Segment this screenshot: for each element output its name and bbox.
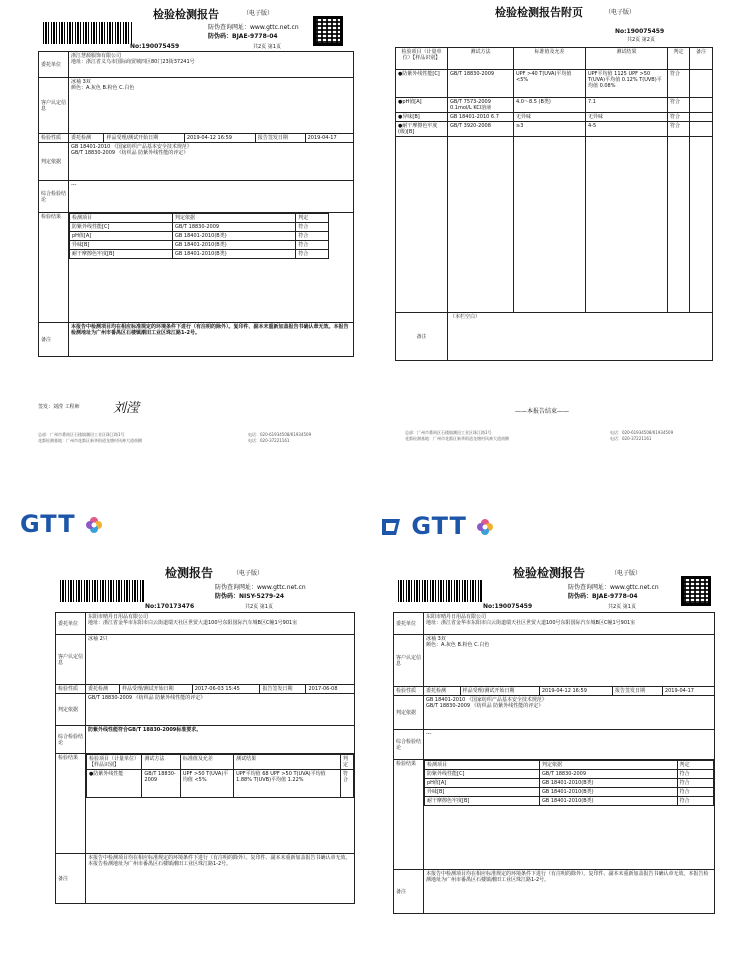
report-1-qr-code xyxy=(313,16,343,46)
res-head-item: 检测项目 xyxy=(70,214,173,223)
conclusion: --- xyxy=(69,181,354,213)
table-row xyxy=(396,70,713,98)
report-2-title: 检验检测报告附页 xyxy=(495,6,583,19)
footer-tel-2: 电话：020-37221161 xyxy=(248,438,290,443)
report-4 xyxy=(393,560,718,948)
table-row xyxy=(425,770,714,779)
report-1-query: 防伪查询网址：www.gttc.net.cn xyxy=(208,24,299,31)
issue-label: 报告签发日期 xyxy=(260,685,306,694)
head-result: 测试结果 xyxy=(586,48,668,70)
cell xyxy=(690,122,713,137)
cell xyxy=(690,113,713,122)
footer-tel-1: 电话：020-61934508/61934509 xyxy=(610,430,674,435)
check-type-label: 检验性质 xyxy=(394,687,424,696)
cell: 防紫外线性能[C] xyxy=(70,223,173,232)
table-row xyxy=(87,770,354,798)
sample-colors: 颜色：A.灰色 B.粉色 C.白色 xyxy=(71,85,135,91)
table-row xyxy=(396,122,713,137)
remark-label: 备注 xyxy=(394,870,424,914)
res-head-judge: 判定 xyxy=(340,755,353,770)
cell: GB/T 18830-2009 xyxy=(448,70,514,98)
recv-date: 2019-04-12 16:59 xyxy=(539,687,612,696)
cell: pH值[A] xyxy=(70,232,173,241)
results-label: 检验结果 xyxy=(39,213,69,323)
report-4-query: 防伪查询网址：www.gttc.net.cn xyxy=(568,584,659,591)
report-3-pages: 共2页 第1页 xyxy=(245,604,273,610)
remark-label: 备注 xyxy=(396,313,448,361)
basis-label: 判定依据 xyxy=(39,143,69,181)
check-type: 委托检测 xyxy=(69,134,104,143)
cell: 符合 xyxy=(296,250,329,259)
basis-1: GB 18401-2010 《国家纺织产品基本安全技术规范》 xyxy=(71,144,192,150)
table-row xyxy=(70,250,329,259)
cell: ≥3 xyxy=(514,122,586,137)
res-head-basis: 判定依据 xyxy=(173,214,296,223)
report-2-pages: 共2页 第2页 xyxy=(627,37,655,43)
gtt-logo-text: GTT xyxy=(411,512,467,540)
sample-name: 冰袖 2只 xyxy=(86,635,355,685)
table-row xyxy=(70,223,329,232)
report-2-no: No:190075459 xyxy=(615,28,665,35)
blank-note: （本栏空白） xyxy=(448,313,713,361)
recv-label: 样品受理/测试开始日期 xyxy=(104,134,184,143)
cell: pH值[A] xyxy=(425,779,540,788)
basis-1: GB 18401-2010 《国家纺织产品基本安全技术规范》 xyxy=(426,697,547,703)
report-1-barcode xyxy=(43,22,133,44)
cell: 4-5 xyxy=(586,122,668,137)
cell: UPF平均值 68 UPF >50 T(UVA)平均值 1.88% T(UVB)平均值 1.22% xyxy=(234,770,341,798)
cell: 7.1 xyxy=(586,98,668,113)
res-head-method: 测试方法 xyxy=(142,755,180,770)
cell: GB 18401-2010(B类) xyxy=(539,788,677,797)
report-3 xyxy=(55,560,360,945)
results-table xyxy=(424,760,714,806)
report-1-ebook: （电子版） xyxy=(243,10,274,17)
report-1-code: 防伪码：BJAE-9778-04 xyxy=(208,33,278,40)
cell: GB 18401-2010(B类) xyxy=(173,241,296,250)
cell: 防紫外线性能[C] xyxy=(425,770,540,779)
head-item: 检验项目（计量单位）【样品识别】 xyxy=(396,48,448,70)
recv-date: 2019-04-12 16:59 xyxy=(184,134,255,143)
cell xyxy=(690,70,713,98)
remark-label: 备注 xyxy=(56,854,86,904)
table-row xyxy=(70,232,329,241)
cell: UPF平均值 1125 UPF >50 T(UVA)平均值 0.12% T(UVB)平均值 0.08% xyxy=(586,70,668,98)
cell: 异味[B] xyxy=(425,788,540,797)
report-1-pages: 共2页 第1页 xyxy=(253,44,281,50)
gtt-logo-right xyxy=(380,512,494,540)
cell: 符合 xyxy=(677,788,713,797)
report-1-no: No:190075459 xyxy=(130,43,180,50)
cell: ●耐干摩擦色牢度(级)[B] xyxy=(396,122,448,137)
report-2 xyxy=(395,4,715,444)
sample-label: 客户认定信息 xyxy=(56,635,86,685)
remark-text: 本报告中检测项目均在相应标准规定的环境条件下进行（有注明的除外）。复印件、副本未重新加盖报告书确认章无效。本报告检测地址为广州市番禺区石楼镇潮田工业区珠江路1-2号。 xyxy=(86,854,355,904)
head-standard: 标准值及允差 xyxy=(514,48,586,70)
report-1-title: 检验检测报告 xyxy=(153,8,219,21)
cell: 异味[B] xyxy=(70,241,173,250)
cell: 符合 xyxy=(668,122,690,137)
cell: GB/T 3920-2008 xyxy=(448,122,514,137)
table-row xyxy=(425,779,714,788)
res-head-result: 测试结果 xyxy=(234,755,341,770)
cell: UPF >40 T(UVA)平均值 <5% xyxy=(514,70,586,98)
report-4-code: 防伪码：BJAE-9778-04 xyxy=(568,593,638,600)
table-row xyxy=(396,113,713,122)
conclusion: --- xyxy=(424,730,715,760)
sample-label: 客户认定信息 xyxy=(39,78,69,134)
head-method: 测试方法 xyxy=(448,48,514,70)
report-3-table xyxy=(55,612,355,904)
footer-2: 花都检测基地：广州市花都区新华街道龙塘村风神大道南侧 xyxy=(38,438,142,443)
report-3-query: 防伪查询网址：www.gttc.net.cn xyxy=(215,584,306,591)
report-3-no: No:170173476 xyxy=(145,603,195,610)
basis-2: GB/T 18830-2009 《纺织品 防紫外线性能的评定》 xyxy=(71,150,189,156)
gtt-logo-text: GTT xyxy=(20,510,76,538)
report-4-title: 检验检测报告 xyxy=(513,566,586,580)
conclusion-label: 综合检验结论 xyxy=(56,726,86,754)
client-name: 浙江慧源服饰有限公司 xyxy=(71,53,122,59)
cell: GB 18401-2010(B类) xyxy=(173,250,296,259)
recv-date: 2017-06-03 15:45 xyxy=(192,685,260,694)
issue-label: 报告签发日期 xyxy=(255,134,305,143)
client-address: 地址：浙江省金华市东阳市白云街道瑞天社区世贸大道100号东阳国际汽车城B区C幢1号901室 xyxy=(88,620,298,626)
table-row xyxy=(396,98,713,113)
cell: 符合 xyxy=(668,113,690,122)
footer-1: 总部：广州市番禺区石楼镇潮田工业区珠江路1号 xyxy=(405,430,492,435)
report-4-qr-code xyxy=(681,576,711,606)
cell: 符合 xyxy=(296,241,329,250)
cell xyxy=(690,98,713,113)
footer-2: 花都检测基地：广州市花都区新华街道龙塘村风神大道南侧 xyxy=(405,436,509,441)
client-label: 委托单位 xyxy=(56,613,86,635)
sample-name: 冰袖 3双 xyxy=(71,79,91,85)
cell: 符合 xyxy=(668,70,690,98)
cell: UPF >50 T(UVA)平均值 <5% xyxy=(180,770,233,798)
cell: 4.0～8.5 (B类) xyxy=(514,98,586,113)
client-name: 东阳市晴丹日用品有限公司 xyxy=(426,614,487,620)
cell: GB/T 7573-2009 0.1mol/L KCl溶液 xyxy=(448,98,514,113)
sample-name: 冰袖 3双 xyxy=(426,636,446,642)
cell: 符合 xyxy=(668,98,690,113)
client-address: 地址：浙江省义乌市国际商贸城四区80门23街37241号 xyxy=(71,59,195,65)
sample-label: 客户认定信息 xyxy=(394,635,424,687)
report-2-ebook: （电子版） xyxy=(605,9,636,16)
basis-2: GB/T 18830-2009 《纺织品 防紫外线性能的评定》 xyxy=(426,703,544,709)
cell: GB 18401-2010(B类) xyxy=(539,797,677,806)
res-head-item: 检测项目 xyxy=(425,761,540,770)
basis-1: GB/T 18830-2009 《纺织品 防紫外线性能的评定》 xyxy=(86,694,355,726)
cell: ●防紫外线性能[C] xyxy=(396,70,448,98)
res-head-judge: 判定 xyxy=(296,214,329,223)
cell: GB 18401-2010 6.7 xyxy=(448,113,514,122)
remark-text: 本报告中检测项目均在相应标准规定的环境条件下进行（有注明的除外）。复印件、副本未重新加盖报告书确认章无效。本报告检测地址为广州市番禺区石楼镇潮田工业区珠江路1-2号。 xyxy=(69,323,354,357)
recv-label: 样品受理/测试开始日期 xyxy=(119,685,192,694)
report-4-barcode xyxy=(398,580,483,602)
results-label: 检验结果 xyxy=(394,760,424,870)
cell: 无异味 xyxy=(514,113,586,122)
results-table xyxy=(86,754,354,798)
report-1 xyxy=(38,4,360,444)
client-label: 委托单位 xyxy=(394,613,424,635)
appendix-table xyxy=(395,47,713,361)
issue-date: 2017-06-08 xyxy=(306,685,355,694)
client-label: 委托单位 xyxy=(39,52,69,78)
signature: 刘滢 xyxy=(113,401,140,416)
cell: GB/T 18830-2009 xyxy=(173,223,296,232)
remark-text: 本报告中检测项目均在相应标准规定的环境条件下进行（有注明的除外）。复印件、副本未重新加盖报告书确认章无效。本报告检测地址为广州市番禺区石楼镇潮田工业区珠江路1-2号。 xyxy=(424,870,715,914)
cell: 无异味 xyxy=(586,113,668,122)
cell: GB/T 18830-2009 xyxy=(142,770,180,798)
res-head-standard: 标准值及允差 xyxy=(180,755,233,770)
client-name: 东阳市晴丹日用品有限公司 xyxy=(88,614,149,620)
report-end: ——本报告结束—— xyxy=(515,408,570,415)
check-type-label: 检验性质 xyxy=(39,134,69,143)
table-row xyxy=(425,788,714,797)
conclusion-label: 综合检验结论 xyxy=(394,730,424,760)
basis-label: 判定依据 xyxy=(394,696,424,730)
cell: 耐干摩擦色牢度[B] xyxy=(70,250,173,259)
cell: 符合 xyxy=(677,779,713,788)
check-type: 委托检测 xyxy=(424,687,461,696)
cell: 符合 xyxy=(340,770,353,798)
cell: 符合 xyxy=(296,223,329,232)
cell: 符合 xyxy=(677,797,713,806)
report-3-ebook: （电子版） xyxy=(233,570,264,577)
issue-date: 2019-04-17 xyxy=(305,134,353,143)
footer-1: 总部：广州市番禺区石楼镇潮田工业区珠江路1号 xyxy=(38,432,125,437)
gtt-shield-icon xyxy=(380,517,402,537)
cell: ●pH值[A] xyxy=(396,98,448,113)
conclusion: 防紫外线性能符合GB/T 18830-2009标准要求。 xyxy=(86,726,355,754)
results-label: 检验结果 xyxy=(56,754,86,854)
res-head-item: 检验项目（计量单位）【样品识别】 xyxy=(87,755,142,770)
remark-label: 备注 xyxy=(39,323,69,357)
report-4-table xyxy=(393,612,715,914)
signer: 签发：刘滢 工程师 xyxy=(38,404,80,410)
issue-label: 报告签发日期 xyxy=(613,687,663,696)
cell: GB 18401-2010(B类) xyxy=(539,779,677,788)
table-row xyxy=(70,241,329,250)
cell: 耐干摩擦色牢度[B] xyxy=(425,797,540,806)
sample-colors: 颜色：A.灰色 B.粉色 C.白色 xyxy=(426,642,490,648)
results-table xyxy=(69,213,329,259)
check-type-label: 检验性质 xyxy=(56,685,86,694)
cell: GB/T 18830-2009 xyxy=(539,770,677,779)
head-judge: 判定 xyxy=(668,48,690,70)
issue-date: 2019-04-17 xyxy=(662,687,714,696)
footer-tel-2: 电话：020-37221161 xyxy=(610,436,652,441)
report-4-no: No:190075459 xyxy=(483,603,533,610)
basis-label: 判定依据 xyxy=(56,694,86,726)
cell: 符合 xyxy=(296,232,329,241)
check-type: 委托检测 xyxy=(86,685,120,694)
conclusion-label: 综合检验结论 xyxy=(39,181,69,213)
cell: ●异味[B] xyxy=(396,113,448,122)
cell: 符合 xyxy=(677,770,713,779)
res-head-basis: 判定依据 xyxy=(539,761,677,770)
res-head-judge: 判定 xyxy=(677,761,713,770)
report-4-ebook: （电子版） xyxy=(611,570,642,577)
report-1-table xyxy=(38,51,354,357)
head-note: 备注 xyxy=(690,48,713,70)
cell: ●防紫外线性能 xyxy=(87,770,142,798)
client-address: 地址：浙江省金华市东阳市白云街道瑞天社区世贸大道100号东阳国际汽车城B区C幢1号901室 xyxy=(426,620,636,626)
report-3-code: 防伪码：NISY-5279-24 xyxy=(215,593,285,600)
recv-label: 样品受理/测试开始日期 xyxy=(460,687,539,696)
report-3-title: 检测报告 xyxy=(165,566,214,580)
gtt-flower-icon xyxy=(85,516,103,534)
gtt-flower-icon xyxy=(476,518,494,536)
footer-tel-1: 电话：020-61934508/61934509 xyxy=(248,432,312,437)
report-4-pages: 共2页 第1页 xyxy=(608,604,636,610)
cell: GB 18401-2010(B类) xyxy=(173,232,296,241)
gtt-logo-left xyxy=(20,510,103,538)
table-row xyxy=(425,797,714,806)
report-3-barcode xyxy=(60,580,145,602)
